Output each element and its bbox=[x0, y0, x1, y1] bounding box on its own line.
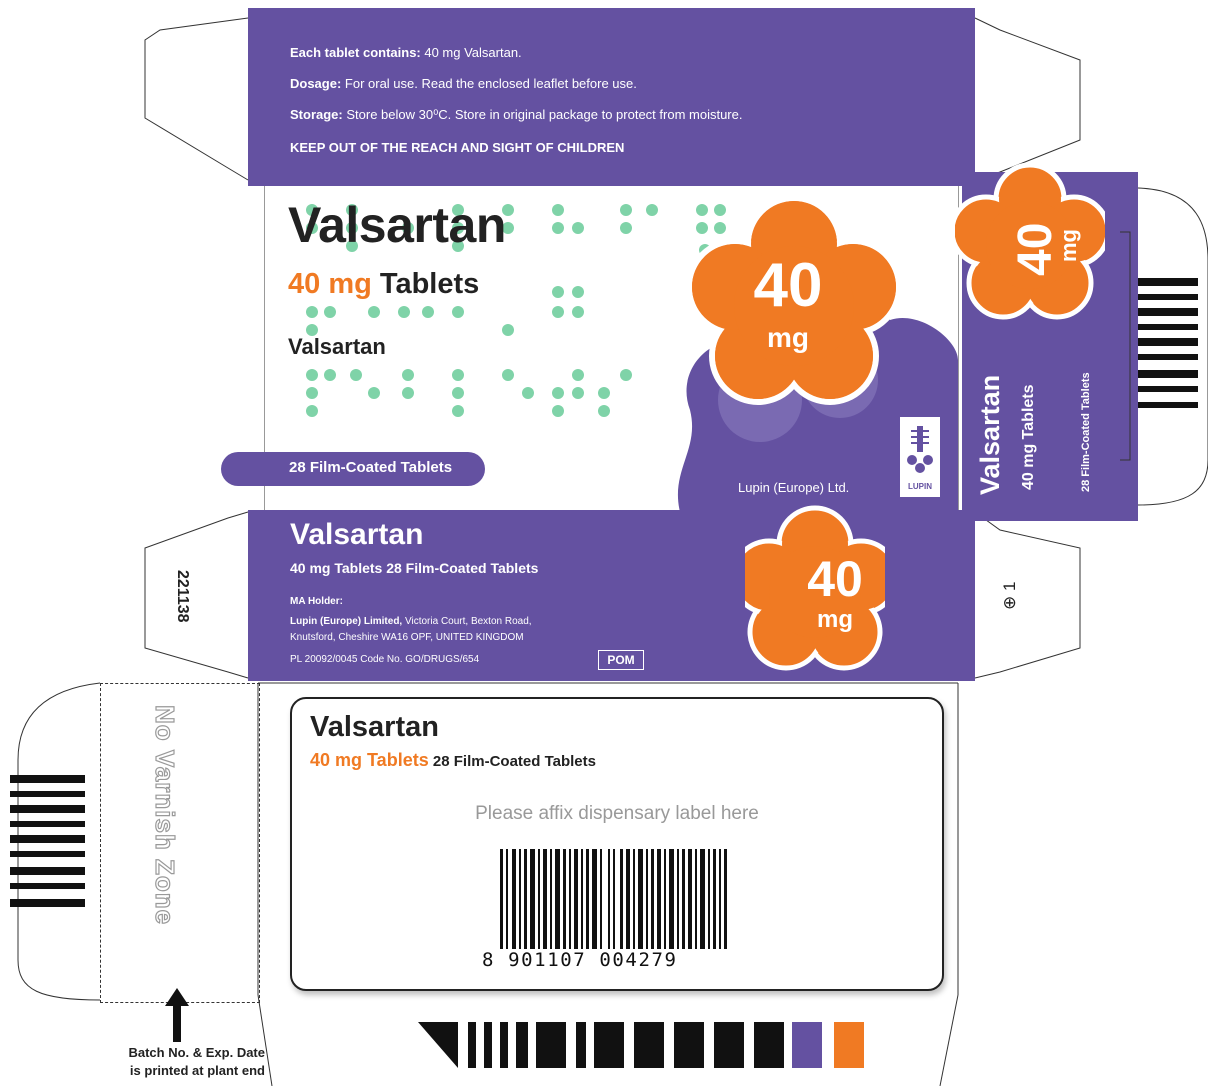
storage-line: Storage: Store below 30⁰C. Store in original package to protect from moisture. bbox=[290, 107, 743, 122]
info-subtitle: 40 mg Tablets 28 Film-Coated Tablets bbox=[290, 560, 539, 576]
flap-code-right: ⊕ 1 bbox=[1000, 581, 1019, 610]
barcode-digits: 8 901107 004279 bbox=[482, 949, 678, 971]
side-flower-number: 40 bbox=[1009, 222, 1062, 276]
front-flower-number: 40 bbox=[753, 251, 823, 320]
batch-note: Batch No. & Exp. Date is printed at plant end bbox=[128, 1045, 265, 1078]
label-brand: Valsartan bbox=[310, 711, 439, 743]
front-generic-name: Valsartan bbox=[288, 334, 386, 359]
warning-line: KEEP OUT OF THE REACH AND SIGHT OF CHILDREN bbox=[290, 140, 625, 155]
side-flower-unit: mg bbox=[1056, 229, 1081, 262]
top-flap-panel bbox=[248, 8, 975, 186]
left-bar-marks bbox=[10, 775, 85, 910]
licence-line: PL 20092/0045 Code No. GO/DRUGS/654 bbox=[290, 654, 480, 665]
info-flower-number: 40 bbox=[807, 551, 863, 607]
pom-badge: POM bbox=[598, 650, 644, 670]
address-line-1: Lupin (Europe) Limited, Victoria Court, Bexton Road, bbox=[290, 616, 532, 627]
address-line-2: Knutsford, Cheshire WA16 OPF, UNITED KINGDOM bbox=[290, 632, 524, 643]
ingredient-line: Each tablet contains: 40 mg Valsartan. bbox=[290, 45, 522, 60]
affix-instruction: Please affix dispensary label here bbox=[475, 803, 759, 824]
side-strength: 40 mg Tablets bbox=[1020, 384, 1037, 490]
info-flower-unit: mg bbox=[817, 606, 853, 633]
ma-holder-label: MA Holder: bbox=[290, 596, 343, 607]
info-brand: Valsartan bbox=[290, 518, 424, 551]
flap-code-left: 221138 bbox=[174, 570, 191, 623]
no-varnish-zone-box bbox=[100, 683, 260, 1003]
side-panel-guide bbox=[1118, 230, 1132, 462]
bottom-code-marks bbox=[418, 1022, 868, 1068]
front-strength: 40 mg Tablets bbox=[288, 268, 480, 300]
no-varnish-zone-label: No Varnish Zone bbox=[150, 705, 180, 926]
front-brand-name: Valsartan bbox=[288, 197, 506, 253]
arrow-up-icon bbox=[165, 988, 189, 1042]
label-subtitle: 40 mg Tablets 28 Film-Coated Tablets bbox=[310, 750, 596, 770]
dispensary-label-area bbox=[290, 697, 944, 991]
lupin-logo: LUPIN bbox=[900, 417, 940, 497]
pack-size-pill: 28 Film-Coated Tablets bbox=[221, 452, 485, 486]
product-barcode bbox=[500, 849, 750, 949]
manufacturer-name: Lupin (Europe) Ltd. bbox=[738, 480, 850, 495]
side-bar-marks bbox=[1138, 278, 1198, 418]
front-flower-unit: mg bbox=[767, 322, 809, 353]
side-brand: Valsartan bbox=[975, 374, 1005, 495]
side-pack-size: 28 Film-Coated Tablets bbox=[1080, 372, 1092, 492]
dosage-line: Dosage: For oral use. Read the enclosed leaflet before use. bbox=[290, 76, 637, 91]
